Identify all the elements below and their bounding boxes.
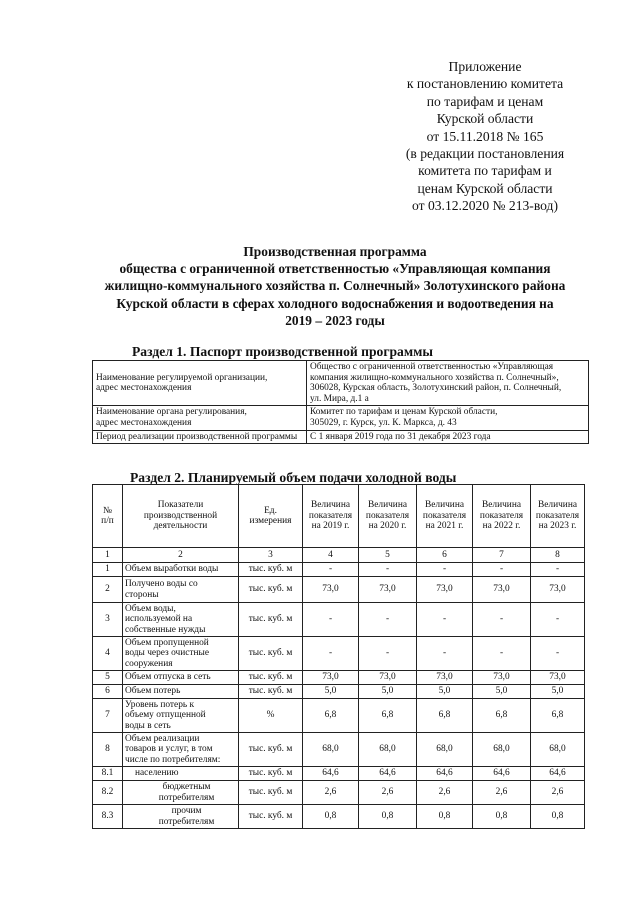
column-header-line: Показатели — [157, 500, 204, 511]
indicator-name — [123, 781, 239, 805]
value-cell: 5,0 — [473, 685, 531, 699]
row-number: 2 — [93, 577, 123, 603]
column-header-line: Ед. — [264, 505, 277, 516]
column-header-line: Величина — [537, 500, 578, 511]
column-header — [123, 485, 239, 548]
passport-value-line: Комитет по тарифам и ценам Курской области, — [310, 407, 498, 418]
table-row — [93, 685, 585, 699]
unit-cell: тыс. куб. м — [239, 563, 303, 577]
appendix-line: Приложение — [448, 59, 522, 74]
indicator-name-line: Уровень потерь к — [125, 699, 195, 710]
column-header-line: на 2019 г. — [311, 521, 350, 532]
indicator-name — [123, 699, 239, 733]
value-cell: 2,6 — [417, 781, 473, 805]
value-cell: 68,0 — [359, 733, 417, 767]
unit-cell: тыс. куб. м — [239, 805, 303, 829]
indicator-name — [123, 733, 239, 767]
column-header-line: № — [103, 505, 112, 516]
value-cell: - — [531, 603, 585, 637]
table-row — [93, 781, 585, 805]
value-cell: - — [417, 603, 473, 637]
value-cell: - — [417, 637, 473, 671]
row-number: 4 — [93, 637, 123, 671]
row-number: 1 — [93, 563, 123, 577]
title-line: жилищно-коммунального хозяйства п. Солнечный» Золотухинского района — [104, 278, 566, 294]
passport-value-line: Общество с ограниченной ответственностью «Управляющая — [310, 362, 554, 372]
column-header-line: показателя — [479, 510, 524, 521]
column-header-line: на 2021 г. — [425, 521, 464, 532]
indicator-name-line: потребителям — [158, 816, 215, 827]
indicator-name — [123, 671, 239, 685]
value-cell: 73,0 — [417, 671, 473, 685]
column-header-line: показателя — [308, 510, 353, 521]
section-1-heading: Раздел 1. Паспорт производственной программы — [132, 344, 433, 359]
unit-cell: тыс. куб. м — [239, 637, 303, 671]
value-cell: 73,0 — [473, 671, 531, 685]
table-row — [93, 733, 585, 767]
value-cell: - — [473, 563, 531, 577]
column-number: 4 — [303, 548, 359, 563]
value-cell: 73,0 — [473, 577, 531, 603]
value-cell: 64,6 — [531, 767, 585, 781]
unit-cell: тыс. куб. м — [239, 767, 303, 781]
title-line: общества с ограниченной ответственностью «Управляющая компания — [119, 261, 551, 277]
passport-label-cell — [93, 361, 307, 406]
table-row — [93, 577, 585, 603]
value-cell: 5,0 — [359, 685, 417, 699]
value-cell: 64,6 — [359, 767, 417, 781]
section-2-heading: Раздел 2. Планируемый объем подачи холодной воды — [130, 470, 457, 485]
indicator-name — [123, 637, 239, 671]
column-number-row — [93, 548, 585, 563]
indicator-name-line: используемой на — [125, 614, 193, 625]
column-header — [531, 485, 585, 548]
table-row — [93, 805, 585, 829]
value-cell: 68,0 — [531, 733, 585, 767]
column-header-line: показателя — [365, 510, 410, 521]
column-header-line: Величина — [481, 500, 522, 511]
indicator-name-line: собственные нужды — [125, 624, 206, 635]
value-cell: 6,8 — [473, 699, 531, 733]
value-cell: 68,0 — [473, 733, 531, 767]
column-number: 5 — [359, 548, 417, 563]
value-cell: 73,0 — [531, 577, 585, 603]
value-cell: - — [417, 563, 473, 577]
appendix-line: к постановлению комитета — [406, 76, 564, 92]
indicator-name-line: бюджетным — [162, 782, 211, 793]
passport-table — [92, 360, 589, 444]
passport-value-line: 305029, г. Курск, ул. К. Маркса, д. 43 — [310, 417, 457, 428]
program-title — [70, 243, 600, 329]
passport-row — [93, 430, 589, 444]
value-cell: - — [303, 637, 359, 671]
column-header-line: Величина — [310, 500, 351, 511]
column-number: 1 — [93, 548, 123, 563]
value-cell: 6,8 — [417, 699, 473, 733]
value-cell: 64,6 — [417, 767, 473, 781]
row-number: 8.1 — [93, 767, 123, 781]
passport-label-cell — [93, 406, 307, 430]
value-cell: 0,8 — [531, 805, 585, 829]
appendix-line: (в редакции постановления — [405, 146, 565, 162]
value-cell: 73,0 — [303, 577, 359, 603]
value-cell: 73,0 — [359, 671, 417, 685]
row-number: 3 — [93, 603, 123, 637]
value-cell: - — [359, 603, 417, 637]
column-header — [417, 485, 473, 548]
indicator-name-line: товаров и услуг, в том — [125, 744, 213, 755]
row-number: 7 — [93, 699, 123, 733]
passport-value-cell — [307, 361, 589, 406]
passport-row — [93, 406, 589, 430]
passport-label-line: Наименование органа регулирования, — [96, 407, 247, 418]
column-header — [303, 485, 359, 548]
title-line: Производственная программа — [243, 244, 427, 259]
table-row — [93, 603, 585, 637]
column-header — [93, 485, 123, 548]
indicator-name-line: Получено воды со — [125, 579, 198, 590]
value-cell: - — [303, 563, 359, 577]
unit-cell: тыс. куб. м — [239, 733, 303, 767]
table-row — [93, 767, 585, 781]
passport-value-line: 306028, Курская область, Золотухинский район, п. Солнечный, — [310, 383, 562, 394]
value-cell: 73,0 — [303, 671, 359, 685]
value-cell: 73,0 — [359, 577, 417, 603]
appendix-line: по тарифам и ценам — [426, 93, 544, 109]
passport-label-line: Наименование регулируемой организации, — [96, 372, 268, 383]
value-cell: 64,6 — [473, 767, 531, 781]
indicator-name-line: объему отпущенной — [125, 710, 206, 721]
value-cell: 68,0 — [303, 733, 359, 767]
title-line: 2019 – 2023 годы — [285, 312, 385, 328]
indicator-name — [123, 685, 239, 699]
title-line: Курской области в сферах холодного водоснабжения и водоотведения на — [116, 295, 554, 311]
unit-cell: тыс. куб. м — [239, 685, 303, 699]
value-cell: - — [531, 637, 585, 671]
value-cell: 6,8 — [531, 699, 585, 733]
value-cell: - — [531, 563, 585, 577]
appendix-line: комитета по тарифам и — [418, 163, 552, 179]
passport-value-line: компания жилищно-коммунального хозяйства п. Солнечный», — [310, 372, 559, 383]
indicator-name-line: Объем воды, — [125, 603, 176, 614]
appendix-line: от 03.12.2020 № 213-вод) — [412, 198, 558, 214]
value-cell: 0,8 — [417, 805, 473, 829]
passport-value-cell — [307, 406, 589, 430]
indicator-name-line: Объем реализации — [125, 733, 200, 744]
table-row — [93, 699, 585, 733]
column-header-line: показателя — [422, 510, 467, 521]
column-header — [239, 485, 303, 548]
value-cell: 68,0 — [417, 733, 473, 767]
column-header-line: Величина — [424, 500, 465, 511]
row-number: 8.3 — [93, 805, 123, 829]
column-header-line: на 2022 г. — [482, 521, 521, 532]
value-cell: 5,0 — [417, 685, 473, 699]
column-header-line: на 2020 г. — [368, 521, 407, 532]
indicator-name-line: воды в сеть — [125, 720, 171, 731]
indicator-name-line: стороны — [125, 589, 159, 600]
value-cell: - — [303, 603, 359, 637]
indicator-name — [123, 577, 239, 603]
table-row — [93, 671, 585, 685]
value-cell: 6,8 — [303, 699, 359, 733]
value-cell: - — [359, 637, 417, 671]
appendix-line: от 15.11.2018 № 165 — [426, 128, 544, 144]
appendix-line: Курской области — [436, 111, 534, 127]
column-number: 2 — [123, 548, 239, 563]
unit-cell: тыс. куб. м — [239, 781, 303, 805]
value-cell: 6,8 — [359, 699, 417, 733]
value-cell: 2,6 — [531, 781, 585, 805]
value-cell: 2,6 — [473, 781, 531, 805]
unit-cell: тыс. куб. м — [239, 671, 303, 685]
indicator-name-line: числе по потребителям: — [125, 754, 221, 765]
column-header-line: Величина — [367, 500, 408, 511]
column-header-line: на 2023 г. — [538, 521, 577, 532]
column-header-line: показателя — [535, 510, 580, 521]
value-cell: 73,0 — [531, 671, 585, 685]
passport-row — [93, 361, 589, 406]
indicator-name-line: прочим — [171, 806, 202, 817]
passport-label-cell — [93, 430, 307, 444]
indicator-name-line: воды через очистные — [125, 648, 209, 659]
value-cell: 0,8 — [303, 805, 359, 829]
value-cell: 5,0 — [531, 685, 585, 699]
value-cell: - — [473, 603, 531, 637]
row-number: 6 — [93, 685, 123, 699]
appendix-line: ценам Курской области — [417, 180, 553, 196]
row-number: 8.2 — [93, 781, 123, 805]
row-number: 8 — [93, 733, 123, 767]
indicator-name — [123, 563, 239, 577]
value-cell: 64,6 — [303, 767, 359, 781]
table-row — [93, 563, 585, 577]
unit-cell: тыс. куб. м — [239, 603, 303, 637]
passport-label-line: адрес местонахождения — [96, 383, 192, 394]
column-header-line: измерения — [249, 516, 292, 526]
value-cell: 73,0 — [417, 577, 473, 603]
column-header-line: деятельности — [153, 521, 208, 532]
column-number: 8 — [531, 548, 585, 563]
water-volume-table — [92, 484, 585, 829]
passport-label-line: Период реализации производственной программы — [96, 431, 298, 442]
passport-value-cell — [307, 430, 589, 444]
column-header-line: п/п — [101, 516, 114, 526]
value-cell: - — [359, 563, 417, 577]
passport-value-line: С 1 января 2019 года по 31 декабря 2023 года — [310, 431, 491, 442]
value-cell: 0,8 — [473, 805, 531, 829]
unit-cell: тыс. куб. м — [239, 577, 303, 603]
indicator-name-line: Объем потерь — [125, 686, 181, 697]
value-cell: 5,0 — [303, 685, 359, 699]
column-number: 7 — [473, 548, 531, 563]
indicator-name-line: Объем выработки воды — [125, 564, 219, 575]
column-header — [359, 485, 417, 548]
indicator-name-line: Объем пропущенной — [125, 637, 209, 648]
indicator-name-line: Объем отпуска в сеть — [125, 672, 211, 683]
indicator-name — [123, 603, 239, 637]
table-row — [93, 637, 585, 671]
indicator-name-line: потребителям — [158, 792, 215, 803]
indicator-name — [123, 805, 239, 829]
indicator-name-line: населению — [135, 768, 179, 779]
value-cell: - — [473, 637, 531, 671]
unit-cell: % — [239, 699, 303, 733]
column-header — [473, 485, 531, 548]
value-cell: 0,8 — [359, 805, 417, 829]
passport-value-line: ул. Мира, д.1 а — [310, 393, 369, 404]
column-number: 6 — [417, 548, 473, 563]
value-cell: 2,6 — [359, 781, 417, 805]
appendix-block — [370, 58, 600, 215]
column-number: 3 — [239, 548, 303, 563]
column-header-line: производственной — [143, 510, 218, 521]
indicator-name — [123, 767, 239, 781]
indicator-name-line: сооружения — [125, 658, 173, 669]
row-number: 5 — [93, 671, 123, 685]
passport-label-line: адрес местонахождения — [96, 417, 192, 428]
value-cell: 2,6 — [303, 781, 359, 805]
